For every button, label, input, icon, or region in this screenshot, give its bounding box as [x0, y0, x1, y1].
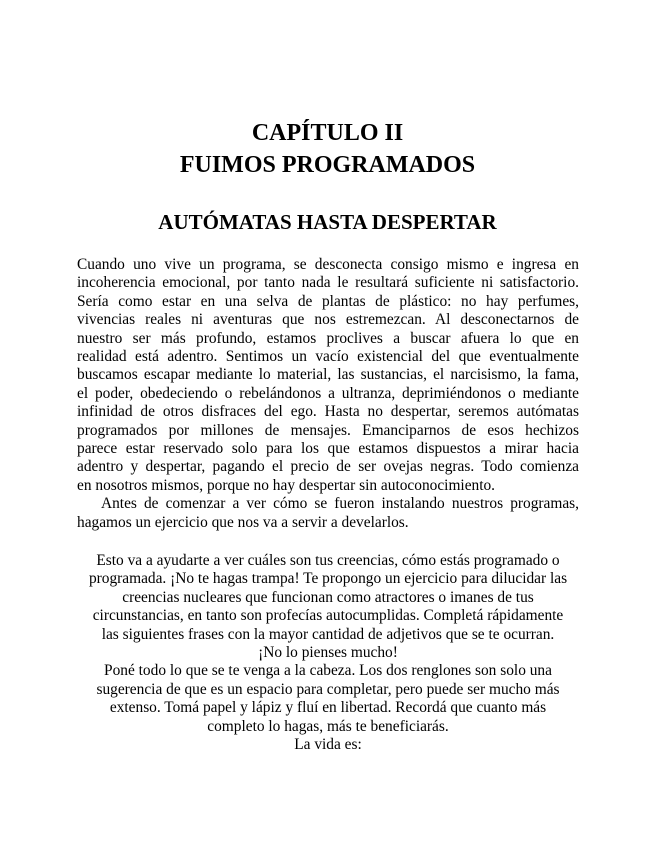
paragraph-line: realidad está adentro. Sentimos un vacío existencial del que eventualmente: [77, 348, 579, 366]
paragraph-line: incoherencia emocional, por tanto nada le resultará suficiente ni satisfactorio.: [77, 274, 579, 292]
paragraph-line: vivencias reales ni aventuras que nos estremezcan. Al desconectarnos de: [77, 311, 579, 329]
exercise-line: las siguientes frases con la mayor cantidad de adjetivos que se te ocurran.: [101, 625, 555, 643]
paragraph-line: el poder, obedeciendo o rebelándonos a ultranza, deprimiéndonos o mediante: [77, 384, 579, 402]
section-title: AUTÓMATAS HASTA DESPERTAR: [158, 210, 497, 234]
paragraph-line: en nosotros mismos, porque no hay despertar sin autoconocimiento.: [77, 476, 496, 494]
paragraph-line: infinidad de otros disfraces del ego. Hasta no despertar, seremos autómatas: [77, 403, 579, 421]
paragraph-line: Antes de comenzar a ver cómo se fueron instalando nuestros programas,: [101, 495, 579, 513]
exercise-line: extenso. Tomá papel y lápiz y fluí en libertad. Recordá que cuanto más: [109, 699, 547, 717]
exercise-line: creencias nucleares que funcionan como atractores o imanes de tus: [122, 588, 534, 606]
paragraph-line: nuestro ser más profundo, estamos proclives a buscar afuera lo que en: [77, 329, 579, 347]
exercise-line: completo lo hagas, más te beneficiarás.: [207, 717, 449, 735]
chapter-number: CAPÍTULO II: [251, 120, 404, 146]
paragraph-line: hagamos un ejercicio que nos va a servir a develarlos.: [77, 513, 409, 531]
paragraph-line: buscamos escapar mediante lo material, las sustancias, el narcisismo, la fama,: [77, 366, 579, 384]
paragraph-line: Cuando uno vive un programa, se desconecta consigo mismo e ingresa en: [77, 256, 579, 273]
exercise-line: sugerencia de que es un espacio para completar, pero puede ser mucho más: [96, 680, 560, 698]
exercise-prompt: La vida es:: [294, 736, 362, 754]
paragraph-line: adentro y despertar, pagando el precio de ser ovejas negras. Todo comienza: [77, 458, 579, 476]
paragraph-line: parece estar reservado solo para los que estamos dispuestos a mirar hacia: [77, 440, 579, 458]
chapter-title: FUIMOS PROGRAMADOS: [179, 152, 476, 178]
body-text: [77, 256, 579, 532]
exercise-line: circunstancias, en tanto son profecías autocumplidas. Completá rápidamente: [92, 607, 564, 625]
paragraph-line: Sería como estar en una selva de plantas de plástico: no hay perfumes,: [77, 292, 579, 310]
paragraph-line: programados por millones de mensajes. Emanciparnos de esos hechizos: [77, 421, 579, 439]
exercise-line: programada. ¡No te hagas trampa! Te propongo un ejercicio para dilucidar las: [88, 570, 568, 588]
exercise-line: Esto va a ayudarte a ver cuáles son tus creencias, cómo estás programado o: [96, 552, 560, 569]
exercise-text: [77, 552, 579, 754]
exercise-line: ¡No lo pienses mucho!: [258, 644, 398, 662]
exercise-line: Poné todo lo que se te venga a la cabeza. Los dos renglones son solo una: [104, 662, 552, 680]
